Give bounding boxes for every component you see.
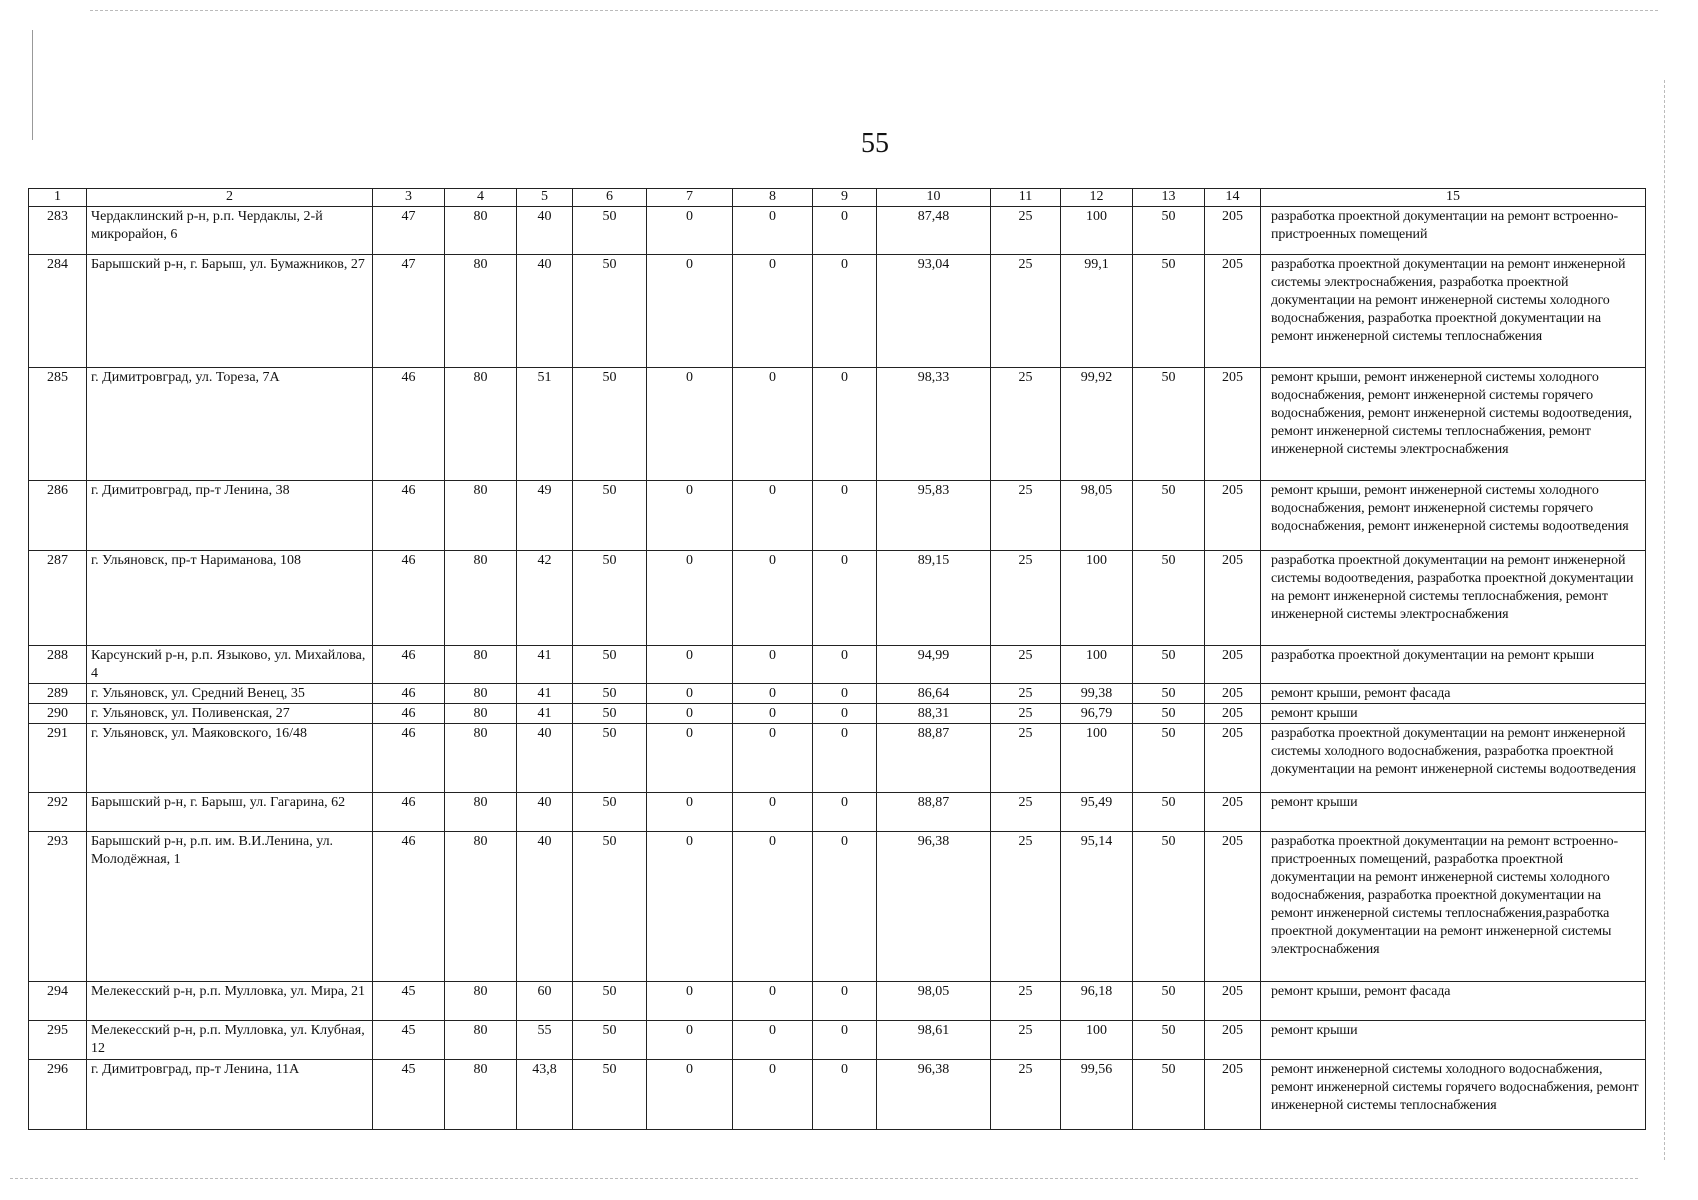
value-cell-c10: 98,33 — [877, 368, 991, 481]
value-cell-c9: 0 — [813, 207, 877, 255]
value-cell-c14: 205 — [1205, 793, 1261, 832]
value-cell-c7: 0 — [647, 684, 733, 704]
value-cell-c8: 0 — [733, 1060, 813, 1130]
value-cell-c7: 0 — [647, 724, 733, 793]
address-cell: Барышский р-н, р.п. им. В.И.Ленина, ул. Молодёжная, 1 — [87, 832, 373, 982]
value-cell-c13: 50 — [1133, 793, 1205, 832]
value-cell-c11: 25 — [991, 255, 1061, 368]
works-cell: ремонт крыши — [1261, 1021, 1646, 1060]
table-row — [29, 1060, 1646, 1130]
value-cell-n: 284 — [29, 255, 87, 368]
value-cell-c6: 50 — [573, 255, 647, 368]
value-cell-c13: 50 — [1133, 207, 1205, 255]
value-cell-c3: 45 — [373, 982, 445, 1021]
scan-edge-top — [90, 10, 1658, 11]
value-cell-n: 290 — [29, 704, 87, 724]
value-cell-c9: 0 — [813, 1060, 877, 1130]
header-row — [29, 189, 1646, 207]
table-body — [29, 207, 1646, 1130]
table-row — [29, 684, 1646, 704]
address-cell: Барышский р-н, г. Барыш, ул. Гагарина, 62 — [87, 793, 373, 832]
value-cell-c3: 46 — [373, 684, 445, 704]
value-cell-c5: 49 — [517, 481, 573, 551]
works-cell: разработка проектной документации на ремонт встроенно-пристроенных помещений — [1261, 207, 1646, 255]
value-cell-n: 288 — [29, 646, 87, 684]
value-cell-c13: 50 — [1133, 684, 1205, 704]
scan-edge-left — [32, 30, 33, 140]
column-header-6: 6 — [573, 189, 647, 207]
value-cell-c10: 88,31 — [877, 704, 991, 724]
value-cell-n: 294 — [29, 982, 87, 1021]
works-cell: ремонт крыши, ремонт инженерной системы холодного водоснабжения, ремонт инженерной системы горячего водоснабжения, ремонт инженерной системы водоотведения, ремонт инженерной системы теплоснабжения, ремонт инженерной системы электроснабжения — [1261, 368, 1646, 481]
column-header-13: 13 — [1133, 189, 1205, 207]
value-cell-c6: 50 — [573, 684, 647, 704]
value-cell-c7: 0 — [647, 1021, 733, 1060]
value-cell-c12: 100 — [1061, 551, 1133, 646]
value-cell-c8: 0 — [733, 207, 813, 255]
value-cell-c9: 0 — [813, 982, 877, 1021]
value-cell-c9: 0 — [813, 1021, 877, 1060]
table-row — [29, 207, 1646, 255]
address-cell: г. Ульяновск, ул. Поливенская, 27 — [87, 704, 373, 724]
value-cell-c5: 60 — [517, 982, 573, 1021]
value-cell-c10: 98,61 — [877, 1021, 991, 1060]
address-cell: Барышский р-н, г. Барыш, ул. Бумажников, 27 — [87, 255, 373, 368]
value-cell-n: 291 — [29, 724, 87, 793]
value-cell-c11: 25 — [991, 207, 1061, 255]
works-cell: разработка проектной документации на ремонт инженерной системы холодного водоснабжения, разработка проектной документации на ремонт инженерной системы водоотведения — [1261, 724, 1646, 793]
value-cell-c7: 0 — [647, 832, 733, 982]
value-cell-c13: 50 — [1133, 704, 1205, 724]
value-cell-c5: 42 — [517, 551, 573, 646]
column-header-10: 10 — [877, 189, 991, 207]
value-cell-c12: 95,14 — [1061, 832, 1133, 982]
value-cell-c8: 0 — [733, 982, 813, 1021]
value-cell-c3: 47 — [373, 255, 445, 368]
value-cell-c8: 0 — [733, 684, 813, 704]
works-cell: ремонт крыши — [1261, 704, 1646, 724]
value-cell-c4: 80 — [445, 551, 517, 646]
value-cell-c9: 0 — [813, 551, 877, 646]
value-cell-c6: 50 — [573, 1060, 647, 1130]
value-cell-c10: 87,48 — [877, 207, 991, 255]
value-cell-c12: 99,92 — [1061, 368, 1133, 481]
value-cell-c7: 0 — [647, 982, 733, 1021]
value-cell-c10: 88,87 — [877, 724, 991, 793]
value-cell-c10: 95,83 — [877, 481, 991, 551]
value-cell-c3: 46 — [373, 704, 445, 724]
value-cell-c8: 0 — [733, 551, 813, 646]
value-cell-c11: 25 — [991, 704, 1061, 724]
value-cell-c6: 50 — [573, 646, 647, 684]
value-cell-c9: 0 — [813, 704, 877, 724]
value-cell-c4: 80 — [445, 982, 517, 1021]
value-cell-c14: 205 — [1205, 481, 1261, 551]
value-cell-c14: 205 — [1205, 724, 1261, 793]
value-cell-c14: 205 — [1205, 255, 1261, 368]
value-cell-c12: 95,49 — [1061, 793, 1133, 832]
value-cell-c13: 50 — [1133, 551, 1205, 646]
value-cell-c10: 96,38 — [877, 1060, 991, 1130]
value-cell-c7: 0 — [647, 368, 733, 481]
value-cell-c4: 80 — [445, 724, 517, 793]
column-header-15: 15 — [1261, 189, 1646, 207]
value-cell-c13: 50 — [1133, 982, 1205, 1021]
value-cell-c3: 46 — [373, 646, 445, 684]
value-cell-c8: 0 — [733, 724, 813, 793]
value-cell-c3: 46 — [373, 724, 445, 793]
value-cell-c10: 93,04 — [877, 255, 991, 368]
table-row — [29, 793, 1646, 832]
value-cell-c4: 80 — [445, 1021, 517, 1060]
works-cell: ремонт крыши, ремонт фасада — [1261, 684, 1646, 704]
value-cell-c6: 50 — [573, 793, 647, 832]
value-cell-n: 283 — [29, 207, 87, 255]
value-cell-c3: 46 — [373, 481, 445, 551]
table-row — [29, 551, 1646, 646]
value-cell-c9: 0 — [813, 832, 877, 982]
value-cell-c12: 100 — [1061, 724, 1133, 793]
value-cell-c4: 80 — [445, 481, 517, 551]
value-cell-n: 296 — [29, 1060, 87, 1130]
column-header-4: 4 — [445, 189, 517, 207]
column-header-14: 14 — [1205, 189, 1261, 207]
value-cell-c10: 96,38 — [877, 832, 991, 982]
table-row — [29, 704, 1646, 724]
value-cell-c3: 47 — [373, 207, 445, 255]
value-cell-c9: 0 — [813, 684, 877, 704]
address-cell: Мелекесский р-н, р.п. Мулловка, ул. Мира, 21 — [87, 982, 373, 1021]
value-cell-c12: 100 — [1061, 207, 1133, 255]
value-cell-c4: 80 — [445, 255, 517, 368]
value-cell-c5: 40 — [517, 724, 573, 793]
value-cell-n: 293 — [29, 832, 87, 982]
address-cell: г. Димитровград, пр-т Ленина, 38 — [87, 481, 373, 551]
table-row — [29, 368, 1646, 481]
works-cell: ремонт крыши, ремонт инженерной системы холодного водоснабжения, ремонт инженерной системы горячего водоснабжения, ремонт инженерной системы водоотведения — [1261, 481, 1646, 551]
value-cell-c3: 45 — [373, 1021, 445, 1060]
value-cell-c6: 50 — [573, 1021, 647, 1060]
value-cell-n: 292 — [29, 793, 87, 832]
address-cell: г. Ульяновск, пр-т Нариманова, 108 — [87, 551, 373, 646]
value-cell-c12: 99,56 — [1061, 1060, 1133, 1130]
value-cell-c12: 100 — [1061, 1021, 1133, 1060]
value-cell-c11: 25 — [991, 481, 1061, 551]
address-cell: Карсунский р-н, р.п. Языково, ул. Михайлова, 4 — [87, 646, 373, 684]
value-cell-c11: 25 — [991, 982, 1061, 1021]
value-cell-c13: 50 — [1133, 646, 1205, 684]
value-cell-c13: 50 — [1133, 1021, 1205, 1060]
value-cell-c12: 96,79 — [1061, 704, 1133, 724]
value-cell-c14: 205 — [1205, 1060, 1261, 1130]
value-cell-c8: 0 — [733, 832, 813, 982]
value-cell-c4: 80 — [445, 368, 517, 481]
value-cell-c7: 0 — [647, 793, 733, 832]
value-cell-c5: 41 — [517, 646, 573, 684]
value-cell-c8: 0 — [733, 481, 813, 551]
value-cell-c14: 205 — [1205, 684, 1261, 704]
value-cell-c5: 40 — [517, 207, 573, 255]
value-cell-c11: 25 — [991, 368, 1061, 481]
works-cell: ремонт крыши — [1261, 793, 1646, 832]
value-cell-c9: 0 — [813, 368, 877, 481]
column-header-2: 2 — [87, 189, 373, 207]
column-header-9: 9 — [813, 189, 877, 207]
value-cell-c4: 80 — [445, 684, 517, 704]
value-cell-c8: 0 — [733, 1021, 813, 1060]
value-cell-c12: 98,05 — [1061, 481, 1133, 551]
value-cell-c9: 0 — [813, 481, 877, 551]
value-cell-c13: 50 — [1133, 1060, 1205, 1130]
address-cell: Чердаклинский р-н, р.п. Чердаклы, 2-й микрорайон, 6 — [87, 207, 373, 255]
value-cell-c8: 0 — [733, 793, 813, 832]
value-cell-c7: 0 — [647, 255, 733, 368]
scan-edge-right — [1664, 80, 1665, 1160]
value-cell-c14: 205 — [1205, 982, 1261, 1021]
value-cell-c14: 205 — [1205, 1021, 1261, 1060]
value-cell-c14: 205 — [1205, 551, 1261, 646]
value-cell-c6: 50 — [573, 368, 647, 481]
repair-program-table — [28, 188, 1646, 1130]
value-cell-c3: 46 — [373, 832, 445, 982]
value-cell-c12: 99,38 — [1061, 684, 1133, 704]
value-cell-c10: 89,15 — [877, 551, 991, 646]
value-cell-c5: 40 — [517, 255, 573, 368]
value-cell-c11: 25 — [991, 832, 1061, 982]
value-cell-c11: 25 — [991, 551, 1061, 646]
value-cell-c6: 50 — [573, 704, 647, 724]
value-cell-c7: 0 — [647, 704, 733, 724]
value-cell-c4: 80 — [445, 704, 517, 724]
value-cell-n: 289 — [29, 684, 87, 704]
value-cell-c11: 25 — [991, 793, 1061, 832]
value-cell-c5: 51 — [517, 368, 573, 481]
value-cell-c7: 0 — [647, 481, 733, 551]
value-cell-c4: 80 — [445, 793, 517, 832]
value-cell-c8: 0 — [733, 704, 813, 724]
column-header-5: 5 — [517, 189, 573, 207]
value-cell-n: 287 — [29, 551, 87, 646]
value-cell-c14: 205 — [1205, 704, 1261, 724]
value-cell-c6: 50 — [573, 982, 647, 1021]
value-cell-c6: 50 — [573, 481, 647, 551]
column-header-12: 12 — [1061, 189, 1133, 207]
value-cell-c5: 55 — [517, 1021, 573, 1060]
column-header-7: 7 — [647, 189, 733, 207]
value-cell-c5: 43,8 — [517, 1060, 573, 1130]
value-cell-c14: 205 — [1205, 368, 1261, 481]
value-cell-c3: 46 — [373, 368, 445, 481]
value-cell-c9: 0 — [813, 255, 877, 368]
column-header-11: 11 — [991, 189, 1061, 207]
table-row — [29, 832, 1646, 982]
works-cell: разработка проектной документации на ремонт инженерной системы водоотведения, разработка проектной документации на ремонт инженерной системы теплоснабжения, ремонт инженерной системы электроснабжения — [1261, 551, 1646, 646]
column-header-8: 8 — [733, 189, 813, 207]
value-cell-n: 295 — [29, 1021, 87, 1060]
value-cell-c14: 205 — [1205, 832, 1261, 982]
value-cell-c5: 40 — [517, 832, 573, 982]
value-cell-c10: 94,99 — [877, 646, 991, 684]
value-cell-c10: 98,05 — [877, 982, 991, 1021]
value-cell-c11: 25 — [991, 724, 1061, 793]
value-cell-c3: 46 — [373, 551, 445, 646]
value-cell-c13: 50 — [1133, 481, 1205, 551]
value-cell-c3: 46 — [373, 793, 445, 832]
value-cell-c10: 86,64 — [877, 684, 991, 704]
value-cell-n: 286 — [29, 481, 87, 551]
value-cell-c5: 41 — [517, 684, 573, 704]
table-row — [29, 646, 1646, 684]
value-cell-c6: 50 — [573, 207, 647, 255]
value-cell-c12: 100 — [1061, 646, 1133, 684]
value-cell-c6: 50 — [573, 551, 647, 646]
value-cell-c5: 40 — [517, 793, 573, 832]
table-row — [29, 1021, 1646, 1060]
table-header — [29, 189, 1646, 207]
address-cell: г. Ульяновск, ул. Маяковского, 16/48 — [87, 724, 373, 793]
value-cell-c11: 25 — [991, 1021, 1061, 1060]
works-cell: разработка проектной документации на ремонт встроенно-пристроенных помещений, разработка проектной документации на ремонт инженерной системы холодного водоснабжения, разработка проектной документации на ремонт инженерной системы теплоснабжения,разработка проектной документации на ремонт инженерной системы электроснабжения — [1261, 832, 1646, 982]
value-cell-c7: 0 — [647, 1060, 733, 1130]
table-row — [29, 982, 1646, 1021]
value-cell-c14: 205 — [1205, 646, 1261, 684]
value-cell-c4: 80 — [445, 207, 517, 255]
value-cell-c13: 50 — [1133, 255, 1205, 368]
value-cell-c7: 0 — [647, 551, 733, 646]
table-row — [29, 255, 1646, 368]
table-row — [29, 724, 1646, 793]
value-cell-c11: 25 — [991, 646, 1061, 684]
value-cell-n: 285 — [29, 368, 87, 481]
value-cell-c10: 88,87 — [877, 793, 991, 832]
value-cell-c4: 80 — [445, 646, 517, 684]
value-cell-c7: 0 — [647, 207, 733, 255]
value-cell-c8: 0 — [733, 646, 813, 684]
value-cell-c9: 0 — [813, 793, 877, 832]
address-cell: г. Димитровград, пр-т Ленина, 11А — [87, 1060, 373, 1130]
value-cell-c5: 41 — [517, 704, 573, 724]
column-header-3: 3 — [373, 189, 445, 207]
value-cell-c11: 25 — [991, 684, 1061, 704]
value-cell-c9: 0 — [813, 646, 877, 684]
value-cell-c12: 99,1 — [1061, 255, 1133, 368]
value-cell-c6: 50 — [573, 724, 647, 793]
value-cell-c11: 25 — [991, 1060, 1061, 1130]
value-cell-c9: 0 — [813, 724, 877, 793]
value-cell-c3: 45 — [373, 1060, 445, 1130]
value-cell-c13: 50 — [1133, 724, 1205, 793]
works-cell: ремонт крыши, ремонт фасада — [1261, 982, 1646, 1021]
works-cell: ремонт инженерной системы холодного водоснабжения, ремонт инженерной системы горячего водоснабжения, ремонт инженерной системы теплоснабжения — [1261, 1060, 1646, 1130]
value-cell-c8: 0 — [733, 255, 813, 368]
scan-edge-bottom — [10, 1178, 1638, 1179]
works-cell: разработка проектной документации на ремонт инженерной системы электроснабжения, разработка проектной документации на ремонт инженерной системы холодного водоснабжения, разработка проектной документации на ремонт инженерной системы теплоснабжения — [1261, 255, 1646, 368]
value-cell-c7: 0 — [647, 646, 733, 684]
value-cell-c8: 0 — [733, 368, 813, 481]
value-cell-c4: 80 — [445, 1060, 517, 1130]
value-cell-c4: 80 — [445, 832, 517, 982]
value-cell-c6: 50 — [573, 832, 647, 982]
address-cell: г. Димитровград, ул. Тореза, 7А — [87, 368, 373, 481]
value-cell-c14: 205 — [1205, 207, 1261, 255]
page-number: 55 — [861, 128, 889, 159]
works-cell: разработка проектной документации на ремонт крыши — [1261, 646, 1646, 684]
value-cell-c13: 50 — [1133, 832, 1205, 982]
address-cell: Мелекесский р-н, р.п. Мулловка, ул. Клубная, 12 — [87, 1021, 373, 1060]
table-row — [29, 481, 1646, 551]
address-cell: г. Ульяновск, ул. Средний Венец, 35 — [87, 684, 373, 704]
value-cell-c13: 50 — [1133, 368, 1205, 481]
column-header-1: 1 — [29, 189, 87, 207]
value-cell-c12: 96,18 — [1061, 982, 1133, 1021]
